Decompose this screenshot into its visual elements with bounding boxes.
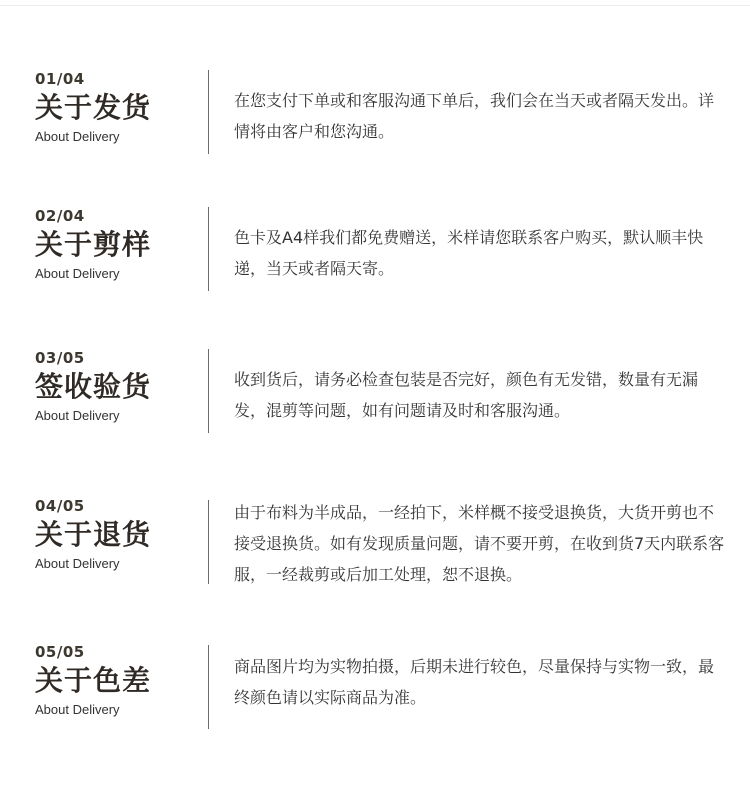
section-divider [208,645,209,729]
section-heading [35,643,205,718]
section-subtitle: About Delivery [35,702,120,717]
section-subtitle: About Delivery [35,266,120,281]
section-description: 在您支付下单或和客服沟通下单后，我们会在当天或者隔天发出。详情将由客户和您沟通。 [234,91,715,141]
section-title: 关于发货 [35,91,152,124]
section-number: 01/04 [35,70,85,88]
section-number: 02/04 [35,207,85,225]
section-subtitle: About Delivery [35,408,120,423]
section-number: 04/05 [35,497,85,515]
section-description: 由于布料为半成品，一经拍下，米样概不接受退换货，大货开剪也不接受退换货。如有发现质量问题，请不要开剪，在收到货7天内联系客服，一经裁剪或后加工处理，恕不退换。 [234,503,725,584]
top-divider [0,5,750,6]
section-description: 收到货后，请务必检查包装是否完好，颜色有无发错，数量有无漏发，混剪等问题，如有问题请及时和客服沟通。 [234,370,699,420]
section-divider [208,500,209,584]
section-heading [35,349,205,424]
section-heading [35,497,205,572]
section-subtitle: About Delivery [35,129,120,144]
section-divider [208,207,209,291]
section-title: 关于剪样 [35,228,152,261]
section-heading [35,207,205,282]
section-title: 关于色差 [35,664,152,697]
section-divider [208,349,209,433]
section-divider [208,70,209,154]
section-heading [35,70,205,145]
section-title: 关于退货 [35,518,152,551]
section-number: 05/05 [35,643,85,661]
section-description: 商品图片均为实物拍摄，后期未进行较色，尽量保持与实物一致，最终颜色请以实际商品为准。 [234,657,715,707]
section-number: 03/05 [35,349,85,367]
section-description: 色卡及A4样我们都免费赠送，米样请您联系客户购买，默认顺丰快递，当天或者隔天寄。 [234,228,704,278]
section-title: 签收验货 [35,370,152,403]
section-subtitle: About Delivery [35,556,120,571]
